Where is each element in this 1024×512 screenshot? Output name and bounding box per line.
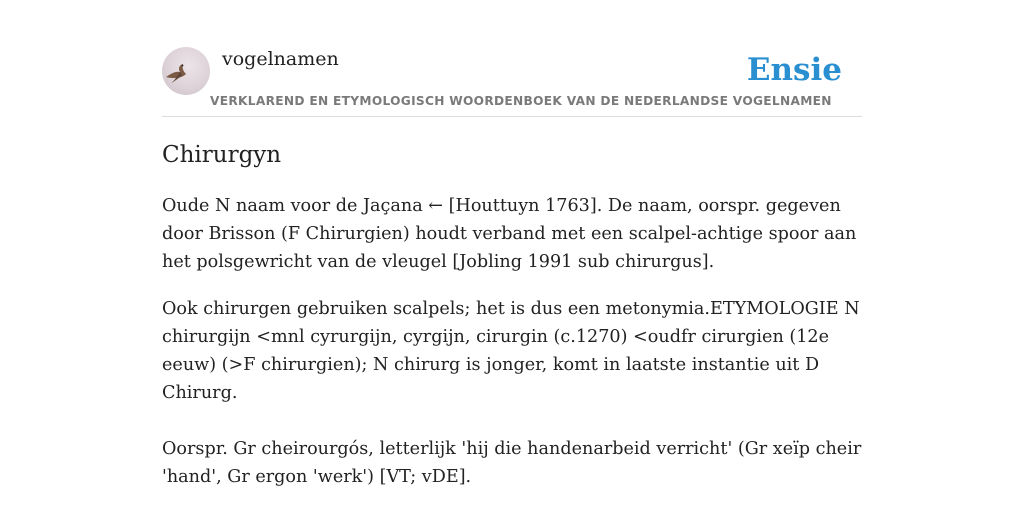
entry-title: Chirurgyn	[162, 142, 282, 168]
brand-logo[interactable]: Ensie	[746, 52, 842, 88]
blog-name[interactable]: vogelnamen	[222, 48, 339, 70]
bird-icon	[162, 47, 210, 95]
entry-paragraph: Oorspr. Gr cheirourgós, letterlijk 'hij die handenarbeid verricht' (Gr xeïp cheir 'hand', Gr ergon 'werk') [VT; vDE].	[162, 439, 862, 487]
blog-tagline: VERKLAREND EN ETYMOLOGISCH WOORDENBOEK VAN DE NEDERLANDSE VOGELNAMEN	[210, 94, 832, 108]
entry-paragraph: Ook chirurgen gebruiken scalpels; het is dus een metonymia.ETYMOLOGIE N chirurgijn <mnl cyrurgijn, cyrgijn, cirurgin (c.1270) <oudfr cirurgien (12e eeuw) (>F chirurgien); N chirurg is jonger, komt in laatste instantie uit D Chirurg.	[162, 299, 860, 403]
avatar[interactable]	[162, 47, 210, 95]
site-header	[162, 46, 862, 117]
entry-paragraph: Oude N naam voor de Jaçana ← [Houttuyn 1763]. De naam, oorspr. gegeven door Brisson (F Chirurgien) houdt verband met een scalpel-achtige spoor aan het polsgewricht van de vleugel [Jobling 1991 sub chirurgus].	[162, 196, 857, 272]
entry-body	[162, 192, 862, 510]
